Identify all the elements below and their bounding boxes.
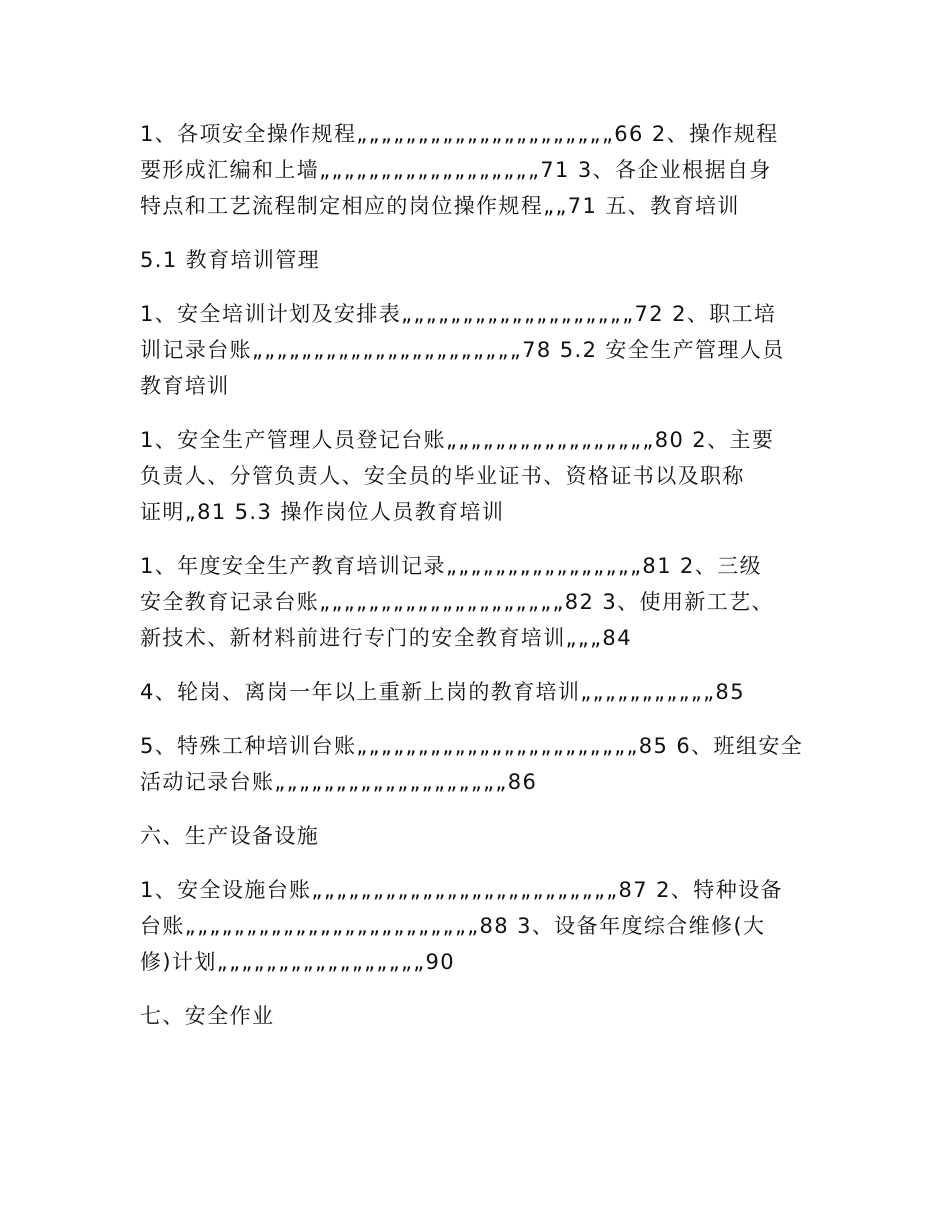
section-heading-equipment xyxy=(140,818,820,854)
text-line: 活动记录台账„„„„„„„„„„„„„„„„„„„86 xyxy=(140,770,538,794)
text-line: 1、年度安全生产教育培训记录„„„„„„„„„„„„„„„„81 2、三级 xyxy=(140,554,762,578)
text-line: 1、安全设施台账„„„„„„„„„„„„„„„„„„„„„„„„„87 2、特种设备 xyxy=(140,878,783,902)
text-line: 台账„„„„„„„„„„„„„„„„„„„„„„„„88 3、设备年度综合维修(大 xyxy=(140,914,766,938)
text-line: 4、轮岗、离岗一年以上重新上岗的教育培训„„„„„„„„„„„85 xyxy=(140,680,745,704)
text-line: 修)计划„„„„„„„„„„„„„„„„„90 xyxy=(140,950,456,974)
paragraph-annual-training xyxy=(140,548,820,656)
section-heading-safe-operations xyxy=(140,998,820,1034)
text-line: 负责人、分管负责人、安全员的毕业证书、资格证书以及职称 xyxy=(140,464,745,488)
section-heading-5-1 xyxy=(140,242,820,278)
text-line: 训记录台账„„„„„„„„„„„„„„„„„„„„„„78 5.2 安全生产管理人员 xyxy=(140,338,785,362)
paragraph-training-plan xyxy=(140,296,820,404)
paragraph-operating-procedures xyxy=(140,116,820,224)
text-line: 1、各项安全操作规程„„„„„„„„„„„„„„„„„„„„„66 2、操作规程 xyxy=(140,122,779,146)
paragraph-manager-registry xyxy=(140,422,820,530)
text-line: 1、安全培训计划及安排表„„„„„„„„„„„„„„„„„„„72 2、职工培 xyxy=(140,302,777,326)
text-line: 5.1 教育培训管理 xyxy=(140,248,321,272)
text-line: 教育培训 xyxy=(140,374,230,398)
text-line: 特点和工艺流程制定相应的岗位操作规程„„71 五、教育培训 xyxy=(140,194,740,218)
document-body xyxy=(140,116,820,1052)
paragraph-equipment-ledgers xyxy=(140,872,820,980)
text-line: 新技术、新材料前进行专门的安全教育培训„„„84 xyxy=(140,626,632,650)
text-line: 六、生产设备设施 xyxy=(140,824,320,848)
paragraph-rotation-training xyxy=(140,674,820,710)
paragraph-special-work-training xyxy=(140,728,820,800)
text-line: 七、安全作业 xyxy=(140,1004,275,1028)
text-line: 证明„81 5.3 操作岗位人员教育培训 xyxy=(140,500,505,524)
text-line: 1、安全生产管理人员登记台账„„„„„„„„„„„„„„„„„80 2、主要 xyxy=(140,428,775,452)
text-line: 要形成汇编和上墙„„„„„„„„„„„„„„„„„„71 3、各企业根据自身 xyxy=(140,158,772,182)
text-line: 安全教育记录台账„„„„„„„„„„„„„„„„„„„„82 3、使用新工艺、 xyxy=(140,590,774,614)
text-line: 5、特殊工种培训台账„„„„„„„„„„„„„„„„„„„„„„„85 6、班组安全 xyxy=(140,734,804,758)
